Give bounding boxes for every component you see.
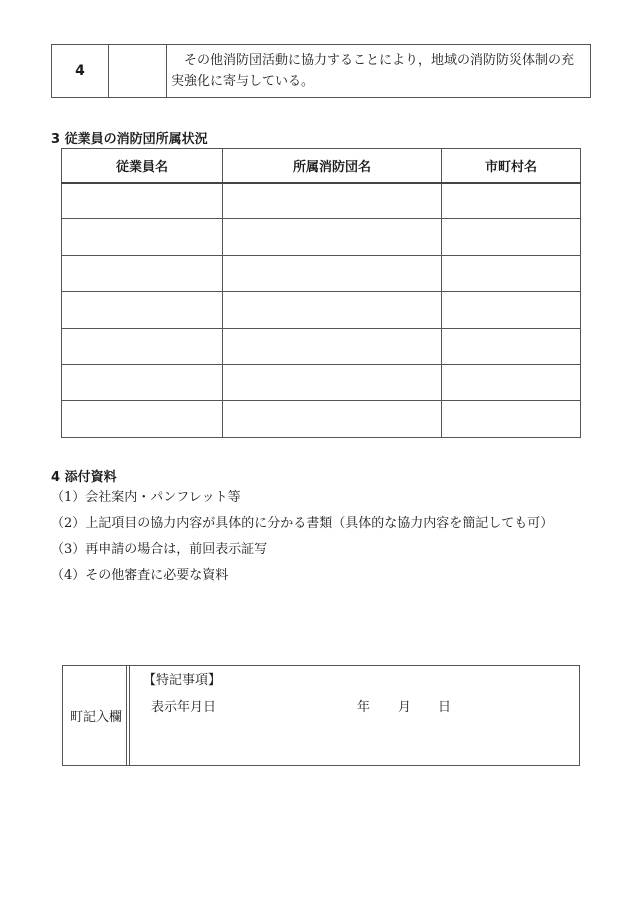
town-note-label	[63, 666, 130, 765]
cell-employee[interactable]	[62, 183, 223, 219]
cell-municipality[interactable]	[442, 219, 581, 255]
member-table	[61, 148, 581, 438]
list-item: （4）その他審査に必要な資料	[51, 568, 229, 583]
cell-municipality[interactable]	[442, 292, 581, 328]
year-label: 年	[357, 700, 371, 715]
cell-brigade[interactable]	[223, 401, 442, 437]
cell-municipality[interactable]	[442, 183, 581, 219]
table-header-row	[62, 149, 581, 183]
cell-brigade[interactable]	[223, 255, 442, 291]
display-date-label: 表示年月日	[151, 700, 217, 715]
cell-brigade[interactable]	[223, 219, 442, 255]
attachment-list	[51, 488, 553, 592]
month-label: 月	[398, 700, 412, 715]
table-row	[62, 183, 581, 219]
col-municipality: 市町村名	[442, 149, 581, 183]
cell-municipality[interactable]	[442, 328, 581, 364]
section4-heading: 4 添付資料	[51, 470, 117, 485]
cell-employee[interactable]	[62, 292, 223, 328]
cell-municipality[interactable]	[442, 364, 581, 400]
table-row	[62, 292, 581, 328]
blank-cell	[109, 45, 167, 98]
item-number: 4	[52, 45, 109, 98]
cell-municipality[interactable]	[442, 401, 581, 437]
town-note-box	[62, 665, 580, 766]
cell-employee[interactable]	[62, 401, 223, 437]
col-fire-brigade: 所属消防団名	[223, 149, 442, 183]
cell-employee[interactable]	[62, 328, 223, 364]
town-note-label-text: 町記入欄	[69, 710, 122, 725]
cell-employee[interactable]	[62, 364, 223, 400]
cell-brigade[interactable]	[223, 364, 442, 400]
cell-municipality[interactable]	[442, 255, 581, 291]
table-row	[62, 219, 581, 255]
list-item: （2）上記項目の協力内容が具体的に分かる書類（具体的な協力内容を簡記しても可）	[51, 516, 554, 531]
day-label: 日	[438, 700, 452, 715]
col-employee-name: 従業員名	[62, 149, 223, 183]
cell-brigade[interactable]	[223, 328, 442, 364]
cell-brigade[interactable]	[223, 292, 442, 328]
section3-heading: 3 従業員の消防団所属状況	[51, 132, 208, 147]
item-description: その他消防団活動に協力することにより，地域の消防防災体制の充実強化に寄与している。	[167, 45, 591, 98]
list-item: （3）再申請の場合は，前回表示証写	[51, 542, 268, 557]
cell-brigade[interactable]	[223, 183, 442, 219]
top-row-table	[51, 44, 591, 98]
table-row	[62, 255, 581, 291]
special-notes-title: 【特記事項】	[143, 673, 222, 688]
table-row	[62, 328, 581, 364]
table-row	[62, 364, 581, 400]
list-item: （1）会社案内・パンフレット等	[51, 490, 241, 505]
table-row	[62, 401, 581, 437]
cell-employee[interactable]	[62, 219, 223, 255]
cell-employee[interactable]	[62, 255, 223, 291]
